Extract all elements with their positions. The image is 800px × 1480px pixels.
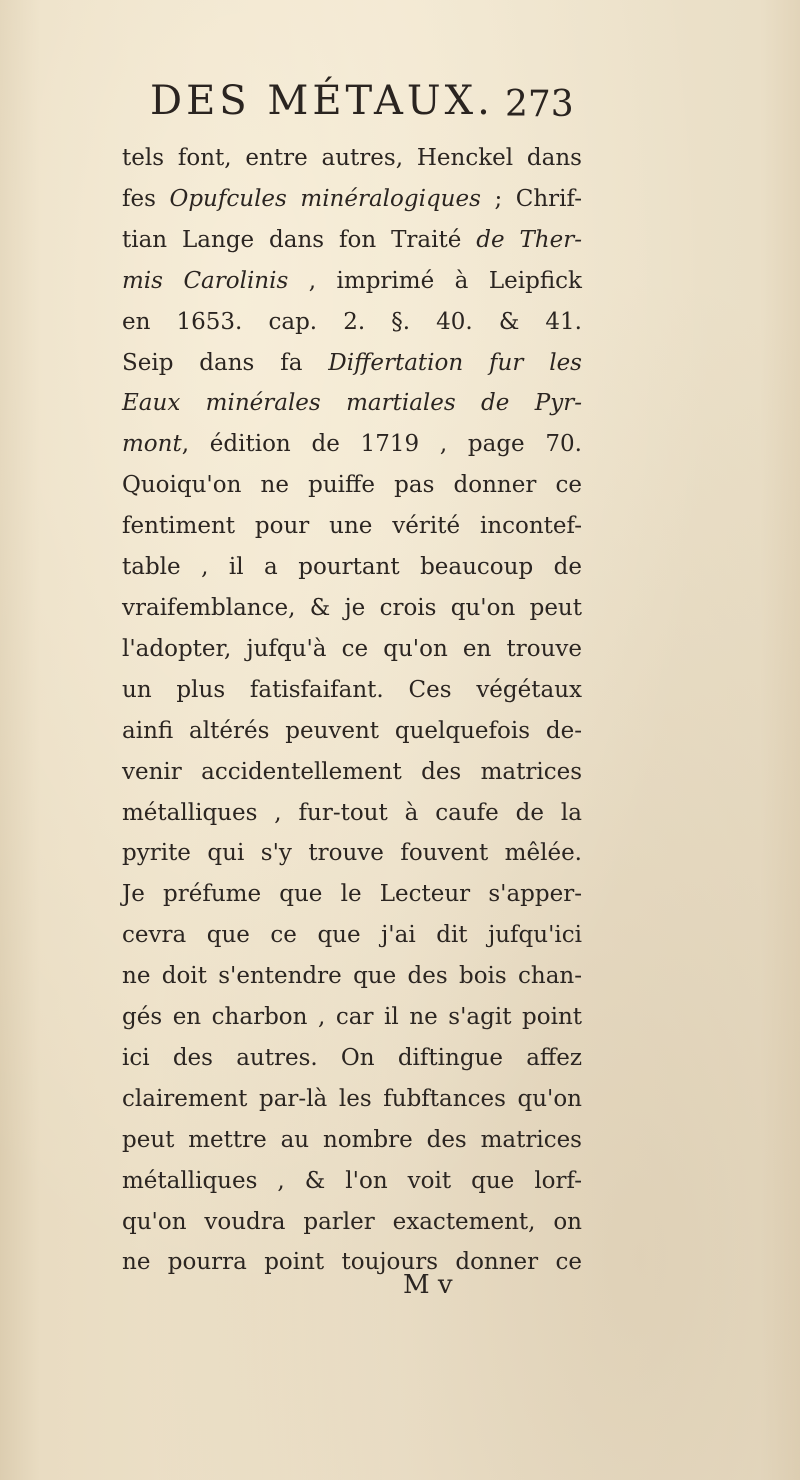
text-segment: ; Chrif-: [480, 185, 582, 212]
text-line: [122, 1161, 582, 1202]
text-segment: fes: [122, 185, 170, 212]
text-segment: l'adopter, jufqu'à ce qu'on en trouve: [122, 635, 582, 662]
text-segment: métalliques , fur-tout à caufe de la: [122, 799, 582, 826]
text-line: [122, 383, 582, 424]
text-segment: , imprimé à Leipfick: [288, 267, 582, 294]
italic-text: Differtation fur les: [328, 349, 582, 376]
text-line: [122, 547, 582, 588]
page-number: 273: [505, 84, 574, 125]
text-line: [122, 261, 582, 302]
text-segment: un plus fatisfaifant. Ces végétaux: [122, 676, 582, 703]
text-line: [122, 1079, 582, 1120]
text-segment: en 1653. cap. 2. §. 40. & 41.: [122, 308, 582, 335]
text-line: [122, 302, 582, 343]
text-line: [122, 1120, 582, 1161]
text-line: [122, 833, 582, 874]
text-segment: qu'on voudra parler exactement, on: [122, 1208, 582, 1235]
text-line: [122, 915, 582, 956]
text-segment: Quoiqu'on ne puiffe pas donner ce: [122, 472, 582, 499]
italic-text: Eaux minérales martiales de Pyr-: [122, 390, 582, 417]
text-segment: ne pourra point toujours donner ce: [122, 1249, 582, 1276]
text-segment: Je préfume que le Lecteur s'apper-: [122, 881, 582, 908]
italic-text: mont: [122, 431, 182, 458]
text-line: [122, 670, 582, 711]
text-line: [122, 1202, 582, 1243]
body-text: [122, 138, 582, 1283]
text-line: [122, 956, 582, 997]
text-segment: ainfi altérés peuvent quelquefois de-: [122, 717, 582, 744]
text-segment: métalliques , & l'on voit que lorf-: [122, 1167, 582, 1194]
signature-mark: M v: [403, 1270, 453, 1300]
text-segment: vraifemblance, & je crois qu'on peut: [122, 594, 582, 621]
text-line: [122, 138, 582, 179]
text-line: [122, 997, 582, 1038]
italic-text: de Ther-: [476, 226, 582, 253]
text-segment: , édition de 1719 , page 70.: [181, 431, 582, 458]
text-line: [122, 793, 582, 834]
text-segment: clairement par-là les fubftances qu'on: [122, 1085, 582, 1112]
text-line: [122, 343, 582, 384]
text-segment: ne doit s'entendre que des bois chan-: [122, 963, 582, 990]
text-segment: gés en charbon , car il ne s'agit point: [122, 1004, 582, 1031]
text-line: [122, 506, 582, 547]
italic-text: Opufcules minéralogiques: [169, 185, 481, 212]
text-segment: Seip dans fa: [122, 349, 329, 376]
text-line: [122, 220, 582, 261]
text-line: [122, 629, 582, 670]
italic-text: mis Carolinis: [122, 267, 289, 294]
text-segment: venir accidentellement des matrices: [122, 758, 582, 785]
text-line: [122, 874, 582, 915]
text-segment: fentiment pour une vérité incontef-: [122, 513, 582, 540]
running-title: DES MÉTAUX.: [150, 78, 494, 124]
text-line: [122, 1038, 582, 1079]
text-segment: tian Lange dans fon Traité: [122, 226, 477, 253]
text-line: [122, 711, 582, 752]
text-line: [122, 1242, 582, 1283]
text-segment: ici des autres. On diftingue affez: [122, 1044, 582, 1071]
text-line: [122, 424, 582, 465]
text-segment: peut mettre au nombre des matrices: [122, 1126, 582, 1153]
text-line: [122, 752, 582, 793]
text-line: [122, 465, 582, 506]
text-segment: table , il a pourtant beaucoup de: [122, 554, 582, 581]
text-segment: cevra que ce que j'ai dit jufqu'ici: [122, 922, 582, 949]
text-line: [122, 588, 582, 629]
text-segment: pyrite qui s'y trouve fouvent mêlée.: [122, 840, 582, 867]
text-line: [122, 179, 582, 220]
text-segment: tels font, entre autres, Henckel dans: [122, 145, 582, 171]
running-head: [150, 78, 590, 138]
